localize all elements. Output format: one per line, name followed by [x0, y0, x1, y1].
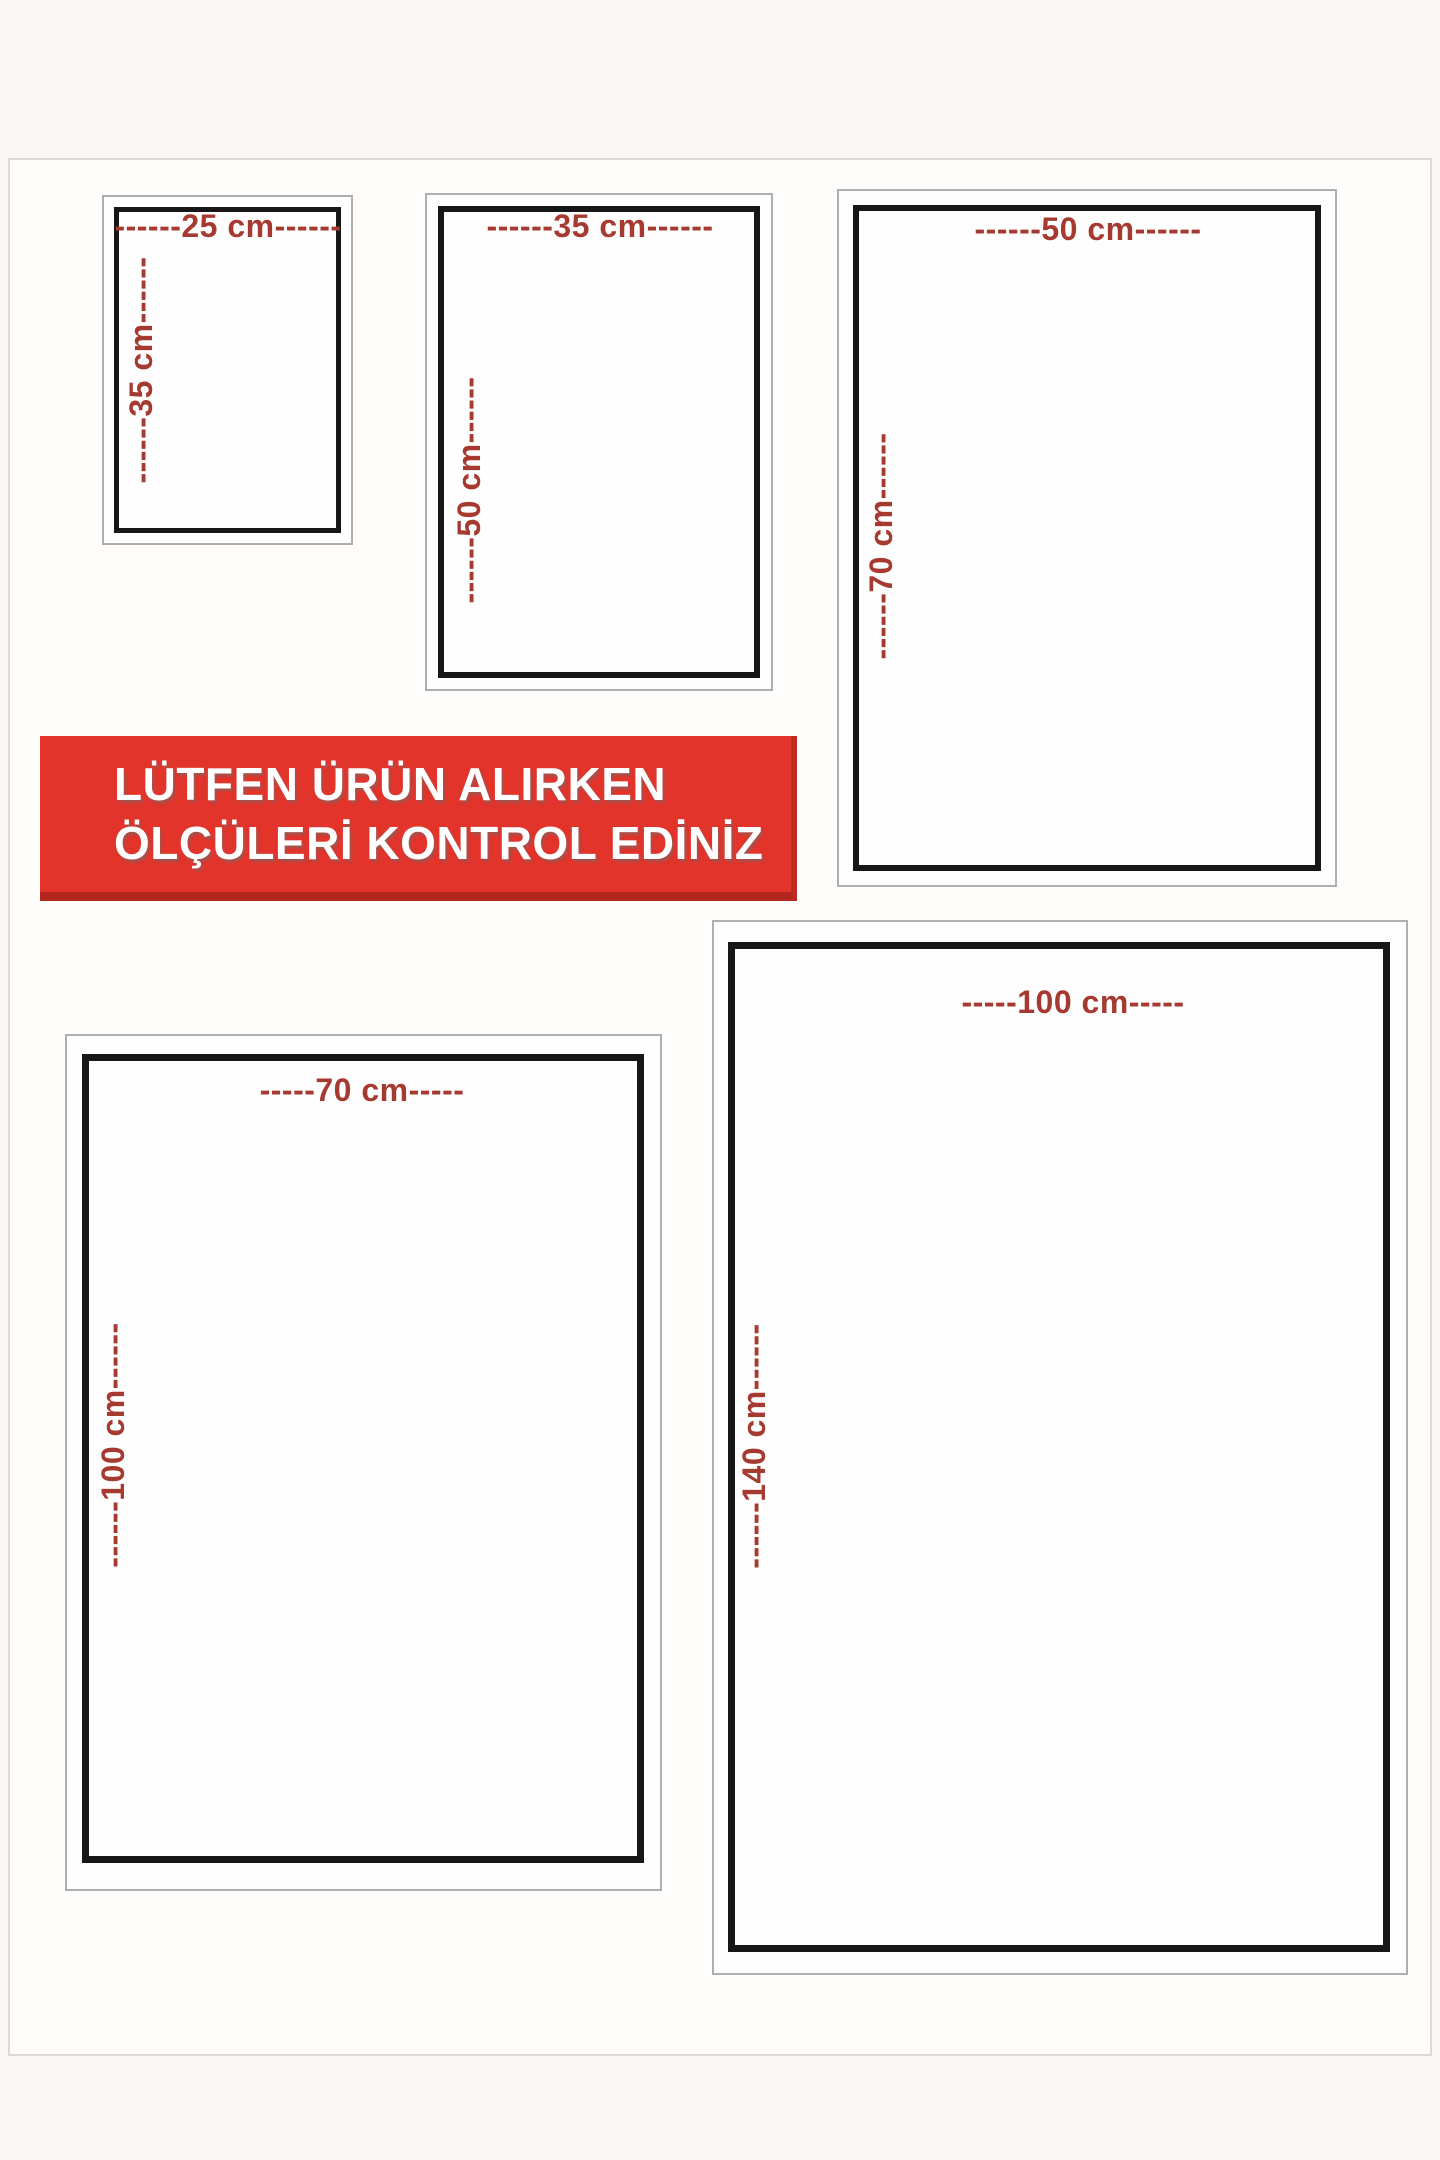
- size-box-50x70: [837, 189, 1337, 887]
- height-label-70cm: ------70 cm------: [863, 432, 899, 660]
- width-label-100cm: -----100 cm-----: [961, 984, 1185, 1020]
- height-label-35cm: ------35 cm------: [123, 256, 159, 484]
- width-label-35cm: ------35 cm------: [486, 208, 714, 244]
- size-box-70x100: [65, 1034, 662, 1891]
- height-label-100cm: ------100 cm------: [95, 1322, 131, 1568]
- size-box-70x100-inner-frame: [82, 1054, 644, 1863]
- width-label-25cm: ------25 cm------: [114, 208, 342, 244]
- warning-banner-line1: LÜTFEN ÜRÜN ALIRKEN: [114, 758, 667, 811]
- size-box-100x140-inner-frame: [728, 942, 1390, 1952]
- size-box-100x140: [712, 920, 1408, 1975]
- height-label-50cm: ------50 cm------: [451, 376, 487, 604]
- height-label-140cm: ------140 cm------: [736, 1323, 772, 1569]
- width-label-50cm: ------50 cm------: [974, 211, 1202, 247]
- warning-banner: [40, 736, 797, 901]
- width-label-70cm: -----70 cm-----: [259, 1072, 465, 1108]
- warning-banner-line2: ÖLÇÜLERİ KONTROL EDİNİZ: [114, 817, 764, 869]
- size-box-50x70-inner-frame: [853, 205, 1321, 871]
